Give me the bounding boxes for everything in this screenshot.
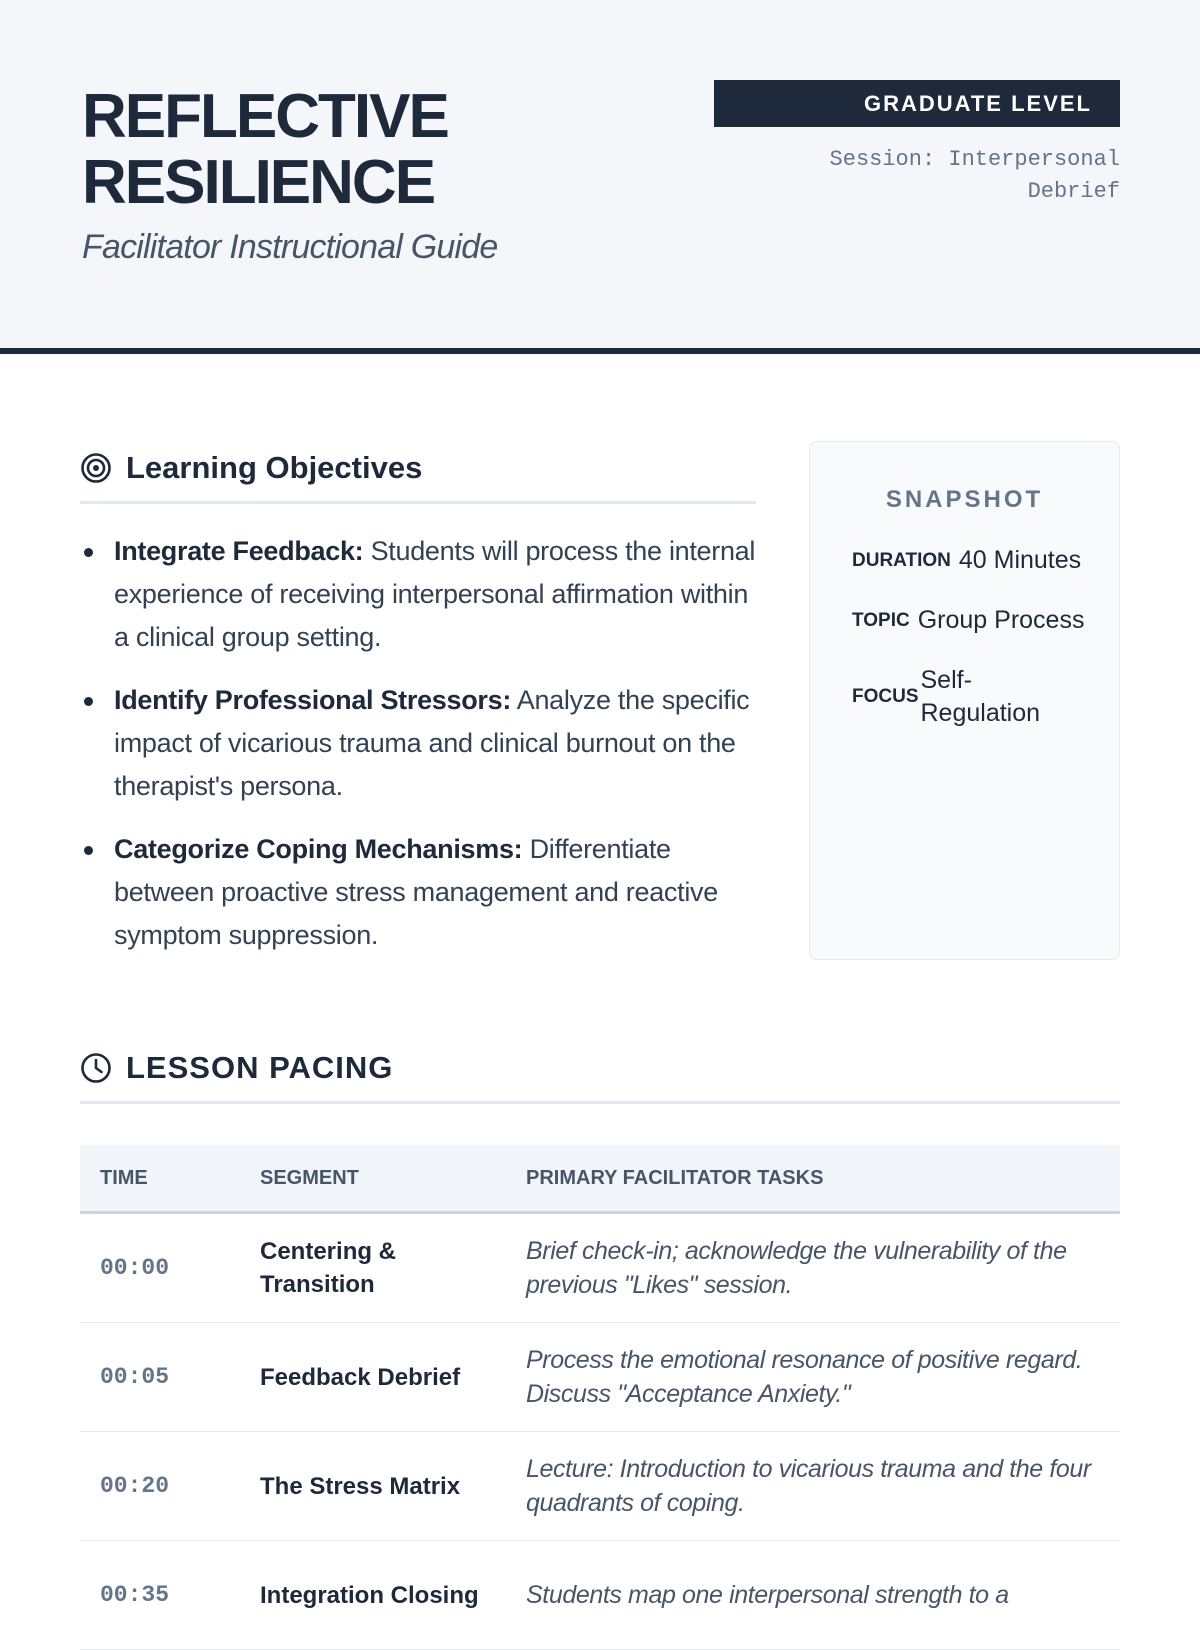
title-line-1: REFLECTIVE	[82, 82, 448, 151]
column-header-tasks: PRIMARY FACILITATOR TASKS	[506, 1145, 1120, 1213]
session-line-1: Session: Interpersonal	[829, 147, 1120, 172]
focus-key: FOCUS	[852, 686, 919, 707]
title-line-2: RESILIENCE	[82, 148, 435, 217]
row-time: 00:00	[80, 1213, 240, 1323]
focus-value: Self-Regulation	[920, 666, 1041, 727]
table-row	[80, 1213, 1120, 1323]
row-task: Brief check-in; acknowledge the vulnerability of the previous "Likes" session.	[506, 1213, 1120, 1323]
duration-key: DURATION	[852, 549, 951, 571]
objective-text: Differentiate between proactive stress management and reactive symptom suppression.	[114, 834, 718, 950]
duration-value: 40 Minutes	[958, 546, 1082, 574]
objectives-heading	[80, 446, 756, 504]
row-time: 00:35	[80, 1541, 240, 1650]
snapshot-title: SNAPSHOT	[885, 486, 1044, 513]
row-time: 00:20	[80, 1432, 240, 1541]
page-header	[0, 0, 1200, 354]
row-segment: Feedback Debrief	[240, 1323, 506, 1432]
page-title	[82, 84, 642, 216]
level-badge: GRADUATE LEVEL	[714, 80, 1120, 127]
session-label	[780, 144, 1120, 208]
pacing-title: LESSON PACING	[126, 1049, 394, 1085]
table-row	[80, 1432, 1120, 1541]
row-task: Lecture: Introduction to vicarious trauma and the four quadrants of coping.	[506, 1432, 1120, 1541]
clock-icon	[80, 1052, 112, 1084]
pacing-heading	[80, 1046, 1120, 1104]
row-segment: Integration Closing	[240, 1541, 506, 1650]
table-row	[80, 1541, 1120, 1650]
row-time: 00:05	[80, 1323, 240, 1432]
row-segment: The Stress Matrix	[240, 1432, 506, 1541]
topic-value: Group Process	[917, 606, 1085, 634]
column-header-time: TIME	[80, 1145, 240, 1213]
column-header-segment: SEGMENT	[240, 1145, 506, 1213]
snapshot-duration	[852, 544, 1092, 577]
snapshot-focus	[852, 664, 1092, 730]
objective-text: Analyze the specific impact of vicarious trauma and clinical burnout on the therapist's persona.	[114, 685, 750, 801]
objective-item	[80, 828, 756, 957]
page-subtitle: Facilitator Instructional Guide	[82, 228, 498, 266]
objective-label: Integrate Feedback:	[114, 536, 364, 566]
row-task: Process the emotional resonance of positive regard. Discuss "Acceptance Anxiety."	[506, 1323, 1120, 1432]
snapshot-card	[809, 441, 1120, 960]
target-icon	[80, 452, 112, 484]
table-header-row	[80, 1145, 1120, 1213]
objective-item	[80, 679, 756, 808]
objective-item	[80, 530, 756, 659]
objective-label: Categorize Coping Mechanisms:	[114, 834, 523, 864]
objective-label: Identify Professional Stressors:	[114, 685, 512, 715]
objectives-title: Learning Objectives	[126, 449, 423, 485]
objective-text: Students will process the internal experience of receiving interpersonal affirmation within a clinical group setting.	[114, 536, 756, 652]
objectives-list	[80, 530, 756, 977]
row-segment: Centering & Transition	[240, 1213, 506, 1323]
session-line-2: Debrief	[1027, 179, 1120, 204]
pacing-table	[80, 1145, 1120, 1650]
table-row	[80, 1323, 1120, 1432]
row-task: Students map one interpersonal strength to a	[506, 1541, 1120, 1650]
topic-key: TOPIC	[852, 609, 910, 631]
snapshot-topic	[852, 604, 1092, 637]
